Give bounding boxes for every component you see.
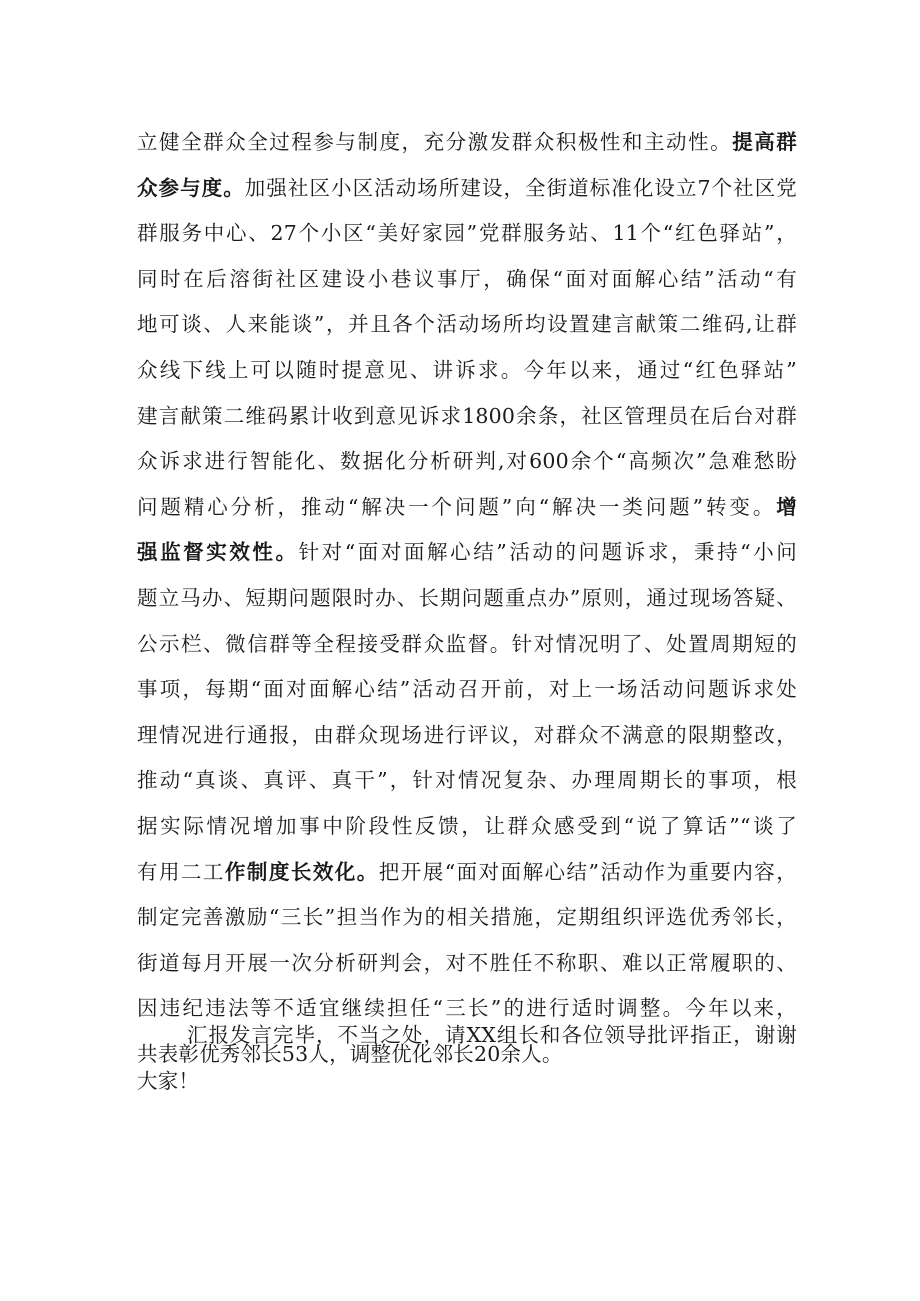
text-line: 事项，每期“面对面解心结”活动召开前，对上一场活动问题诉求处 [137, 677, 797, 702]
text-line: 建言献策二维码累计收到意见诉求1800余条，社区管理员在后台对群 [137, 403, 797, 428]
text-line: 强监督实效性。针对“面对面解心结”活动的问题诉求，秉持“小问 [137, 540, 797, 565]
body-paragraph-1 [137, 120, 797, 1077]
text-line: 公示栏、微信群等全程接受群众监督。针对情况明了、处置周期短的 [137, 631, 797, 656]
text-line: 众诉求进行智能化、数据化分析研判,对600余个“高频次”急难愁盼 [137, 449, 797, 474]
text-line: 理情况进行通报，由群众现场进行评议，对群众不满意的限期整改， [137, 722, 797, 747]
text-line: 问题精心分析，推动“解决一个问题”向“解决一类问题”转变。增 [137, 494, 797, 519]
text-line: 题立马办、短期问题限时办、长期问题重点办”原则，通过现场答疑、 [137, 585, 797, 610]
text-line: 因违纪违法等不适宜继续担任“三长”的进行适时调整。今年以来， [137, 996, 797, 1021]
text-line: 街道每月开展一次分析研判会，对不胜任不称职、难以正常履职的、 [137, 950, 797, 975]
text-line: 群服务中心、27个小区“美好家园”党群服务站、11个“红色驿站”， [137, 221, 797, 246]
text-line: 众线下线上可以随时提意见、讲诉求。今年以来，通过“红色驿站” [137, 357, 797, 382]
text-line: 地可谈、人来能谈”，并且各个活动场所均设置建言献策二维码,让群 [137, 312, 797, 337]
bold-heading-fragment: 作制度长效化。 [224, 859, 379, 884]
text-line: 汇报发言完毕，不当之处，请XX组长和各位领导批评指正，谢谢 [187, 1023, 797, 1047]
text-line: 有用二工作制度长效化。把开展“面对面解心结”活动作为重要内容， [137, 859, 797, 884]
bold-heading-fragment: 众参与度。 [137, 175, 245, 200]
bold-heading-fragment: 提高群 [732, 130, 797, 154]
bold-heading-fragment: 增 [776, 494, 797, 519]
bold-heading-fragment: 强监督实效性。 [137, 540, 299, 565]
text-line: 制定完善激励“三长”担当作为的相关措施，定期组织评选优秀邻长， [137, 905, 797, 930]
text-line: 众参与度。加强社区小区活动场所建设，全街道标准化设立7个社区党 [137, 175, 797, 200]
body-paragraph-2 [137, 1013, 797, 1104]
text-line: 立健全群众全过程参与制度，充分激发群众积极性和主动性。提高群 [137, 130, 797, 154]
text-line: 据实际情况增加事中阶段性反馈，让群众感受到“说了算话”“谈了 [137, 813, 797, 838]
text-line: 同时在后溶街社区建设小巷议事厅，确保“面对面解心结”活动“有 [137, 266, 797, 291]
text-line: 推动“真谈、真评、真干”，针对情况复杂、办理周期长的事项，根 [137, 768, 797, 793]
text-line: 共表彰优秀邻长53人，调整优化邻长20余人。 [137, 1041, 563, 1066]
text-line: 大家！ [137, 1068, 200, 1093]
